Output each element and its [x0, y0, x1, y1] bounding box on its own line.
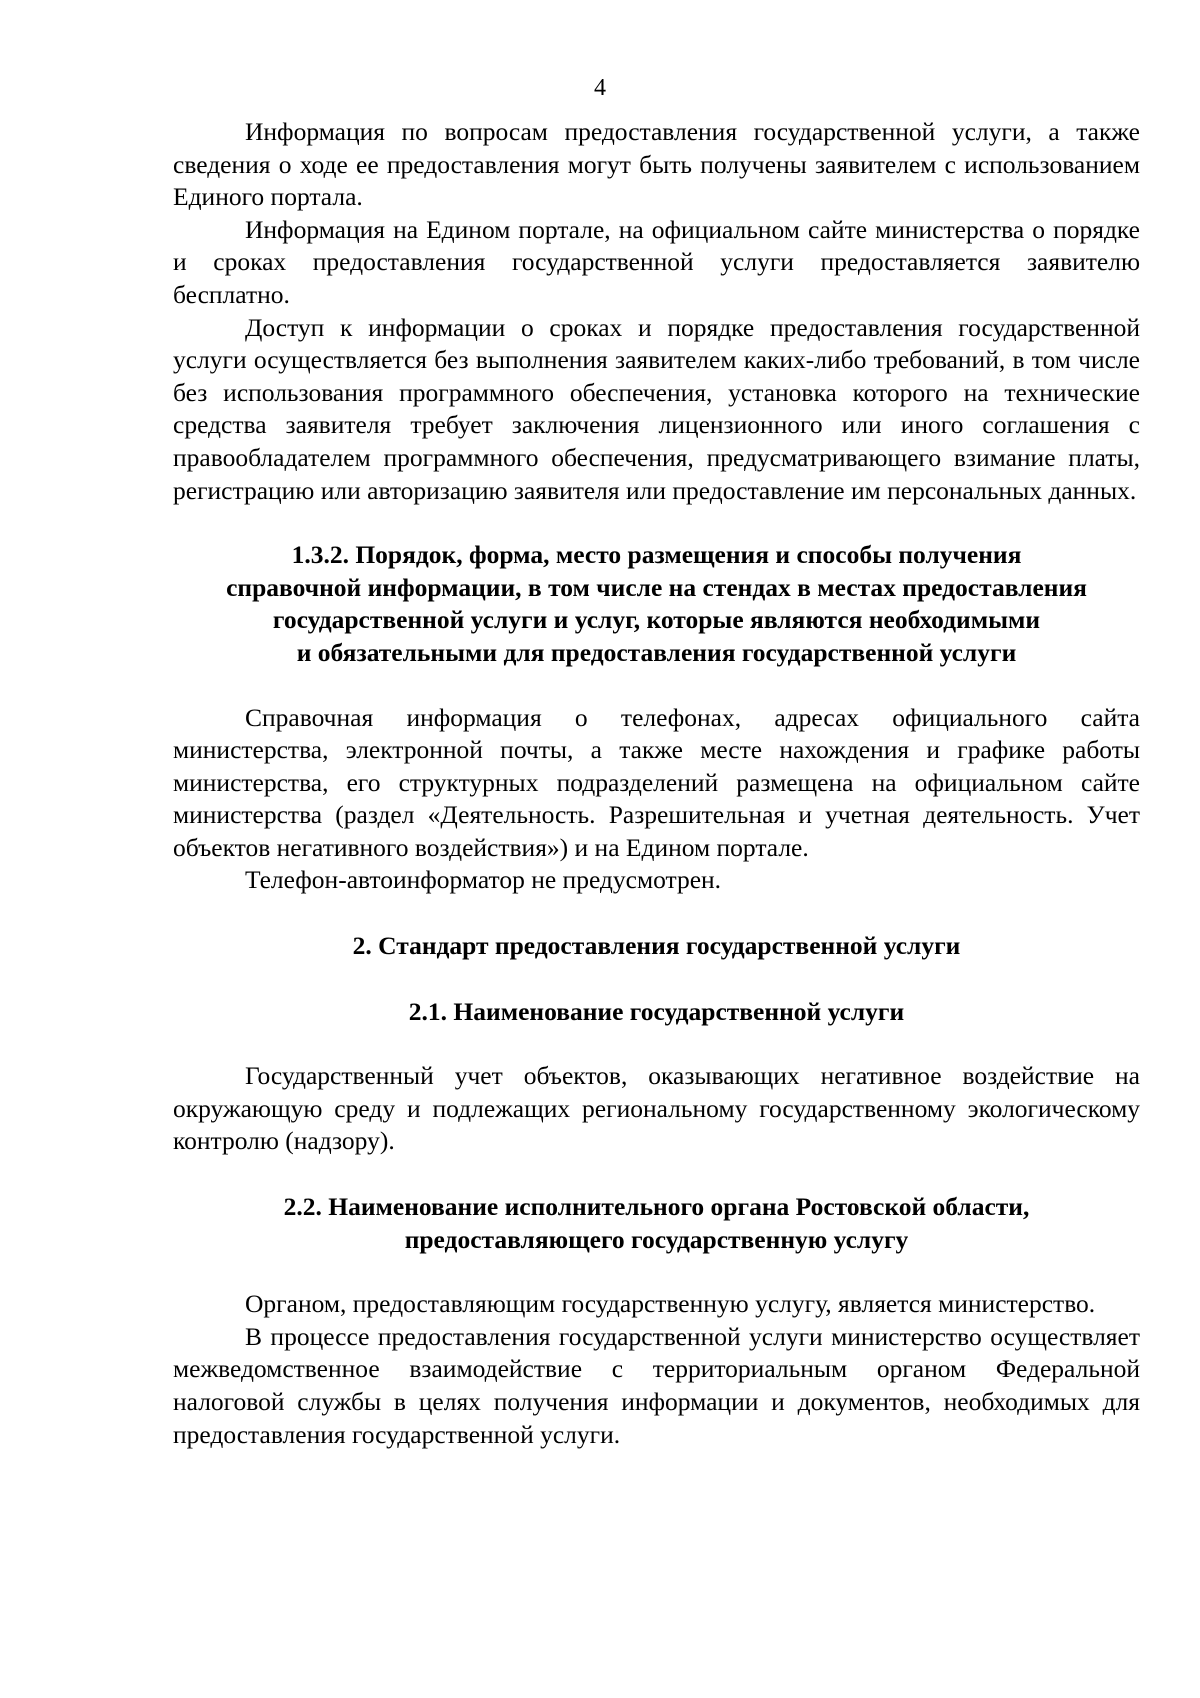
section-heading-1-3-2 [173, 539, 1140, 669]
paragraph-providing-body: Органом, предоставляющим государственную услугу, является министерство. [245, 1289, 1096, 1319]
section-heading-line: 1.3.2. Порядок, форма, место размещения и способы получения [291, 540, 1022, 570]
paragraph-service-name: Государственный учет объектов, оказывающих негативное воздействие на окружающую среду и подлежащих региональному государственному экологическому контролю (надзору). [173, 1061, 1140, 1156]
section-heading-line: государственной услуги и услуг, которые являются необходимыми [272, 605, 1041, 635]
document-body [173, 116, 1140, 1451]
paragraph-info-access: Доступ к информации о сроках и порядке предоставления государственной услуги осуществляется без выполнения заявителем каких-либо требований, в том числе без использования программного обеспечения, установка которого на технические средства заявителя требует заключения лицензионного или иного соглашения с правообладателем программного обеспечения, предусматривающего взимание платы, регистрацию или авторизацию заявителя или предоставление им персональных данных. [173, 312, 1140, 505]
paragraph-info-portal: Информация по вопросам предоставления государственной услуги, а также сведения о ходе ее предоставления могут быть получены заявителем с использованием Единого портала. [173, 117, 1140, 212]
section-heading-line: справочной информации, в том числе на стендах в местах предоставления [226, 572, 1087, 602]
section-heading-2-1: 2.1. Наименование государственной услуги [408, 996, 905, 1026]
section-heading-2-2 [173, 1191, 1140, 1256]
paragraph-info-free: Информация на Едином портале, на официальном сайте министерства о порядке и сроках предоставления государственной услуги предоставляется заявителю бесплатно. [173, 214, 1140, 309]
section-heading-2: 2. Стандарт предоставления государственной услуги [352, 931, 961, 961]
paragraph-interdepartmental: В процессе предоставления государственной услуги министерство осуществляет межведомственное взаимодействие с территориальным органом Федеральной налоговой службы в целях получения информации и документов, необходимых для предоставления государственной услуги. [173, 1321, 1140, 1449]
paragraph-phone-informer: Телефон-автоинформатор не предусмотрен. [245, 865, 722, 895]
section-heading-line: 2.2. Наименование исполнительного органа Ростовской области, [283, 1192, 1030, 1222]
section-heading-line: и обязательными для предоставления государственной услуги [296, 637, 1017, 667]
paragraph-reference-info: Справочная информация о телефонах, адресах официального сайта министерства, электронной почты, а также месте нахождения и графике работы министерства, его структурных подразделений размещена на официальном сайте министерства (раздел «Деятельность. Разрешительная и учетная деятельность. Учет объектов негативного воздействия») и на Едином портале. [173, 702, 1140, 862]
section-heading-line: предоставляющего государственную услугу [404, 1224, 909, 1254]
page-number: 4 [594, 75, 606, 101]
